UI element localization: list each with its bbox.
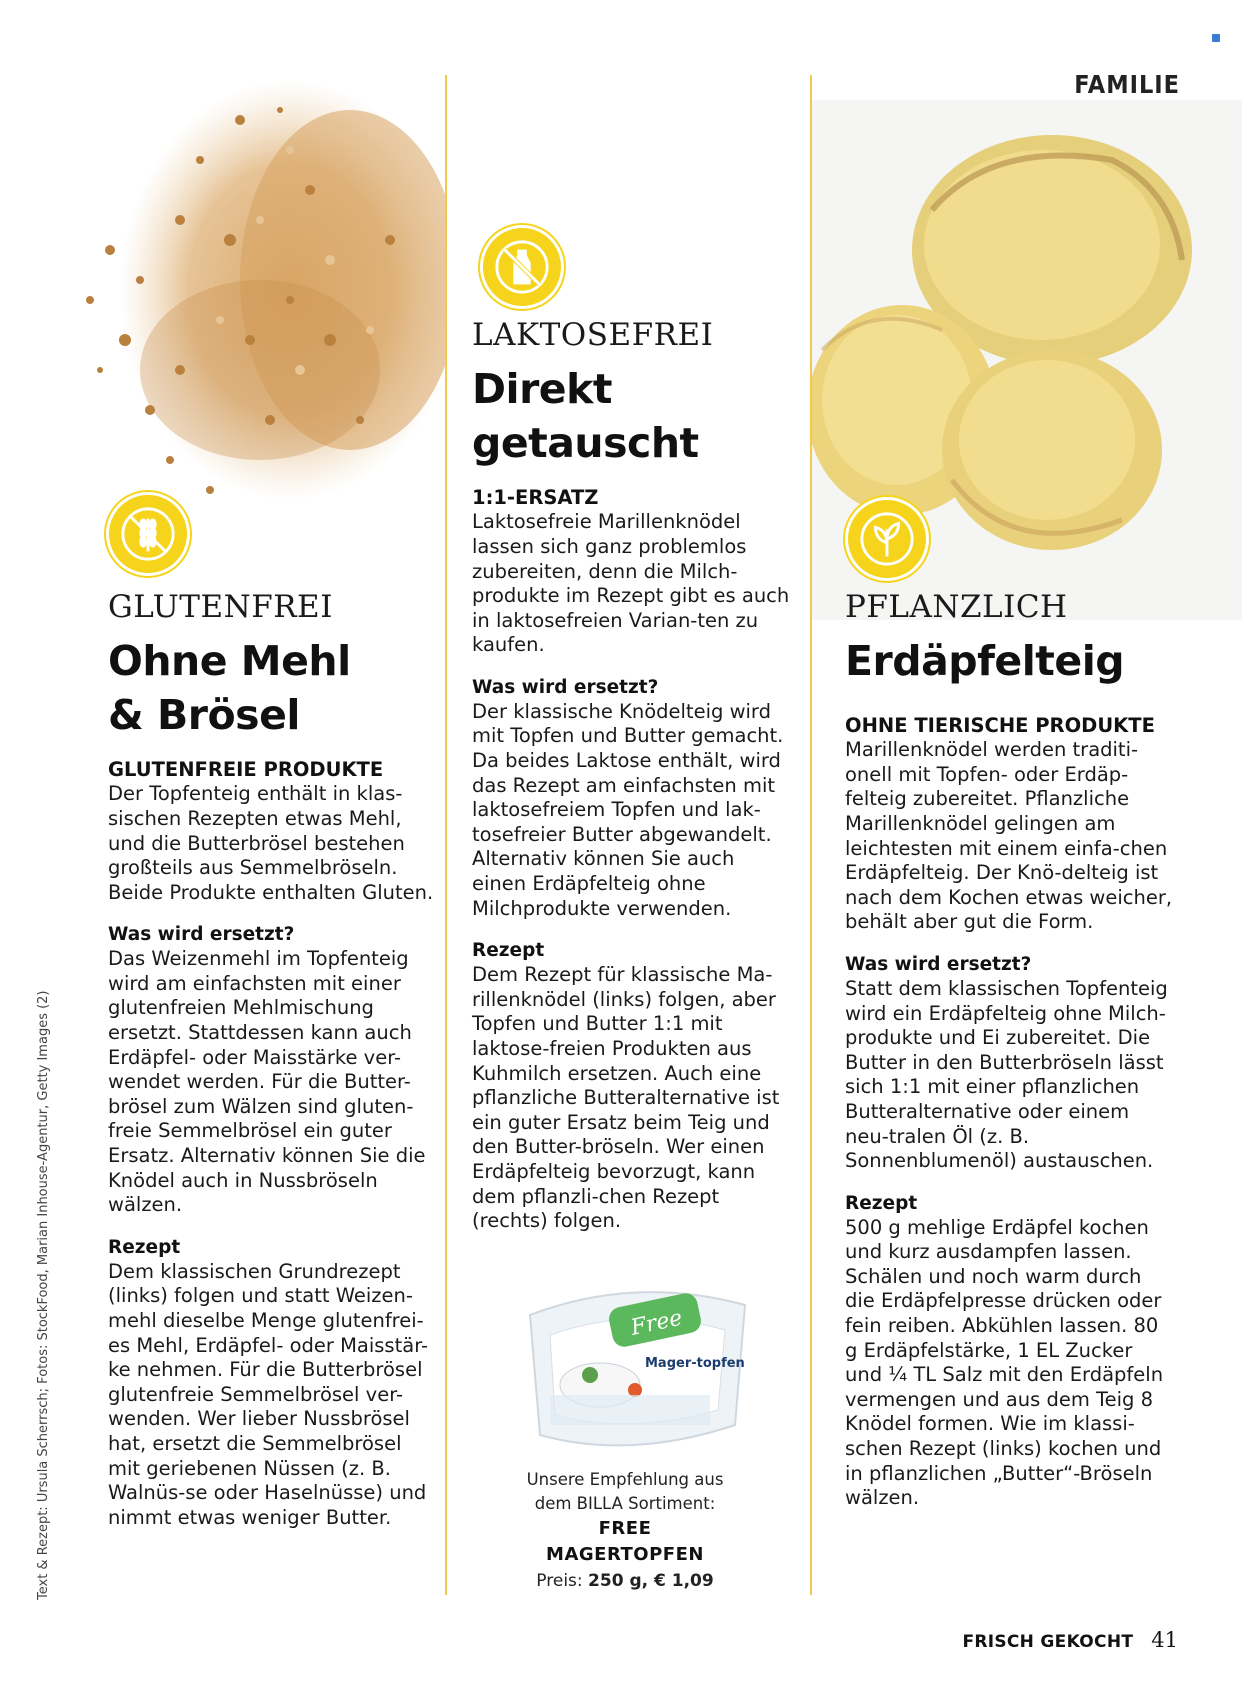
headline-line-1: Direkt xyxy=(472,365,612,414)
breadcrumbs-photo xyxy=(30,40,445,510)
page-number: 41 xyxy=(1151,1628,1178,1652)
section-title: FAMILIE xyxy=(1074,70,1180,99)
price-value: 250 g, € 1,09 xyxy=(588,1571,714,1591)
column-glutenfrei xyxy=(108,590,438,1530)
credit-text: Text & Rezept: Ursula Scherrsch; Fotos: StockFood, Marian Inhouse-Agentur, Getty Images (2) xyxy=(36,990,51,1600)
price-label: Preis: xyxy=(536,1571,583,1591)
kicker: GLUTENFREIE PRODUKTE xyxy=(108,758,384,782)
section-title: Rezept xyxy=(108,1236,181,1258)
section-text: Der klassische Knödelteig wird mit Topfen und Butter gemacht. Da beides Laktose enthält, wird das Rezept am einfachsten mit laktosefreiem Topfen und lak-tosefreier Butter abgewandelt. Alternativ können Sie auch einen Erdäpfelteig ohne Milchprodukte verwenden. xyxy=(472,699,784,920)
intro-text: Laktosefreie Marillenknödel lassen sich ganz problemlos zubereiten, denn die Milch-produkte im Rezept gibt es auch in laktosefreien Varian-ten zu kaufen. xyxy=(472,510,790,657)
corner-color-mark xyxy=(1212,34,1220,42)
kicker: 1:1-ERSATZ xyxy=(472,486,599,510)
headline-line-1: Erdäpfelteig xyxy=(845,637,1125,686)
product-name-line-2: MAGERTOPFEN xyxy=(546,1544,704,1565)
magazine-name: FRISCH GEKOCHT xyxy=(962,1632,1134,1652)
headline-line-1: Ohne Mehl xyxy=(108,637,351,686)
product-pack-image xyxy=(510,1275,760,1455)
category-label: PFLANZLICH xyxy=(845,589,1068,625)
intro-text: Marillenknödel werden traditi-onell mit Topfen- oder Erdäp-felteig zubereitet. Pflanzliche Marillenknödel gelingen am leichtesten mit einem einfa-chen Erdäpfelteig. Der Knö-delteig ist nach dem Kochen etwas weicher, behält aber gut die Form. xyxy=(845,738,1173,934)
product-name-line-1: FREE xyxy=(598,1518,652,1539)
section-title: Was wird ersetzt? xyxy=(845,953,1032,975)
column-pflanzlich xyxy=(845,590,1175,1511)
headline-line-2: & Brösel xyxy=(108,691,300,740)
headline-line-2: getauscht xyxy=(472,419,699,468)
milk-bottle-crossed-icon xyxy=(480,225,564,309)
section-text: Dem klassischen Grundrezept (links) folgen und statt Weizen-mehl dieselbe Menge glutenfrei-es Mehl, Erdäpfel- oder Maisstär-ke nehmen. Für die Butterbrösel glutenfreie Semmelbrösel ver-wenden. Wer lieber Nussbrösel hat, ersetzt die Semmelbrösel mit geriebenen Nüssen (z. B. Walnüs-se oder Haselnüsse) und nimmt etwas weniger Butter. xyxy=(108,1259,428,1529)
column-divider-left xyxy=(445,75,447,1595)
section-text: Dem Rezept für klassische Ma-rillenknödel (links) folgen, aber Topfen und Butter 1:1 mit laktose-freien Produkten aus Kuhmilch ersetzen. Auch eine pflanzliche Butteralternative ist ein guter Ersatz beim Teig und den Butter-bröseln. Wer einen Erdäpfelteig bevorzugt, kann dem pflanzli-chen Rezept (rechts) folgen. xyxy=(472,963,780,1233)
category-label: GLUTENFREI xyxy=(108,589,333,625)
section-text: Statt dem klassischen Topfenteig wird ein Erdäpfelteig ohne Milch-produkte und Ei zubereitet. Die Butter in den Butterbröseln lässt sich 1:1 mit einer pflanzlichen Butteralternative oder einem neu-tralen Öl (z. B. Sonnenblumenöl) austauschen. xyxy=(845,976,1168,1173)
plant-sprout-icon xyxy=(845,497,929,581)
page-footer xyxy=(962,1628,1178,1652)
intro-text: Der Topfenteig enthält in klas-sischen Rezepten etwas Mehl, und die Butterbrösel bestehen großteils aus Semmelbröseln. Beide Produkte enthalten Gluten. xyxy=(108,782,434,904)
section-text: 500 g mehlige Erdäpfel kochen und kurz ausdampfen lassen. Schälen und noch warm durch die Erdäpfelpresse drücken oder fein reiben. Abkühlen lassen. 80 g Erdäpfelstärke, 1 EL Zucker und ¼ TL Salz mit den Erdäpfeln vermengen und aus dem Teig 8 Knödel formen. Wie im klassi-schen Rezept (links) kochen und in pflanzlichen „Butter“-Bröseln wälzen. xyxy=(845,1215,1164,1510)
section-title: Rezept xyxy=(472,940,545,962)
wheat-crossed-icon xyxy=(106,492,190,576)
product-price xyxy=(475,1568,775,1594)
section-text: Das Weizenmehl im Topfenteig wird am einfachsten mit einer glutenfreien Mehlmischung ersetzt. Stattdessen kann auch Erdäpfel- oder Maisstärke ver-wendet werden. Für die Butter-brösel zum Wälzen sind gluten-freie Semmelbrösel ein guter Ersatz. Alternativ können Sie die Knödel auch in Nussbröseln wälzen. xyxy=(108,947,426,1217)
pack-product-name: Mager-topfen xyxy=(645,1356,745,1371)
caption-line-1: Unsere Empfehlung aus xyxy=(526,1470,724,1489)
column-laktosefrei xyxy=(472,318,792,1234)
section-title: Was wird ersetzt? xyxy=(472,676,659,698)
kicker: OHNE TIERISCHE PRODUKTE xyxy=(845,714,1155,738)
pack-brand: Free xyxy=(628,1305,685,1341)
category-label: LAKTOSEFREI xyxy=(472,317,714,353)
section-title: Rezept xyxy=(845,1192,918,1214)
photo-credit xyxy=(36,990,56,1600)
section-title: Was wird ersetzt? xyxy=(108,924,295,946)
product-caption xyxy=(475,1468,775,1594)
caption-line-2: dem BILLA Sortiment: xyxy=(534,1494,716,1513)
